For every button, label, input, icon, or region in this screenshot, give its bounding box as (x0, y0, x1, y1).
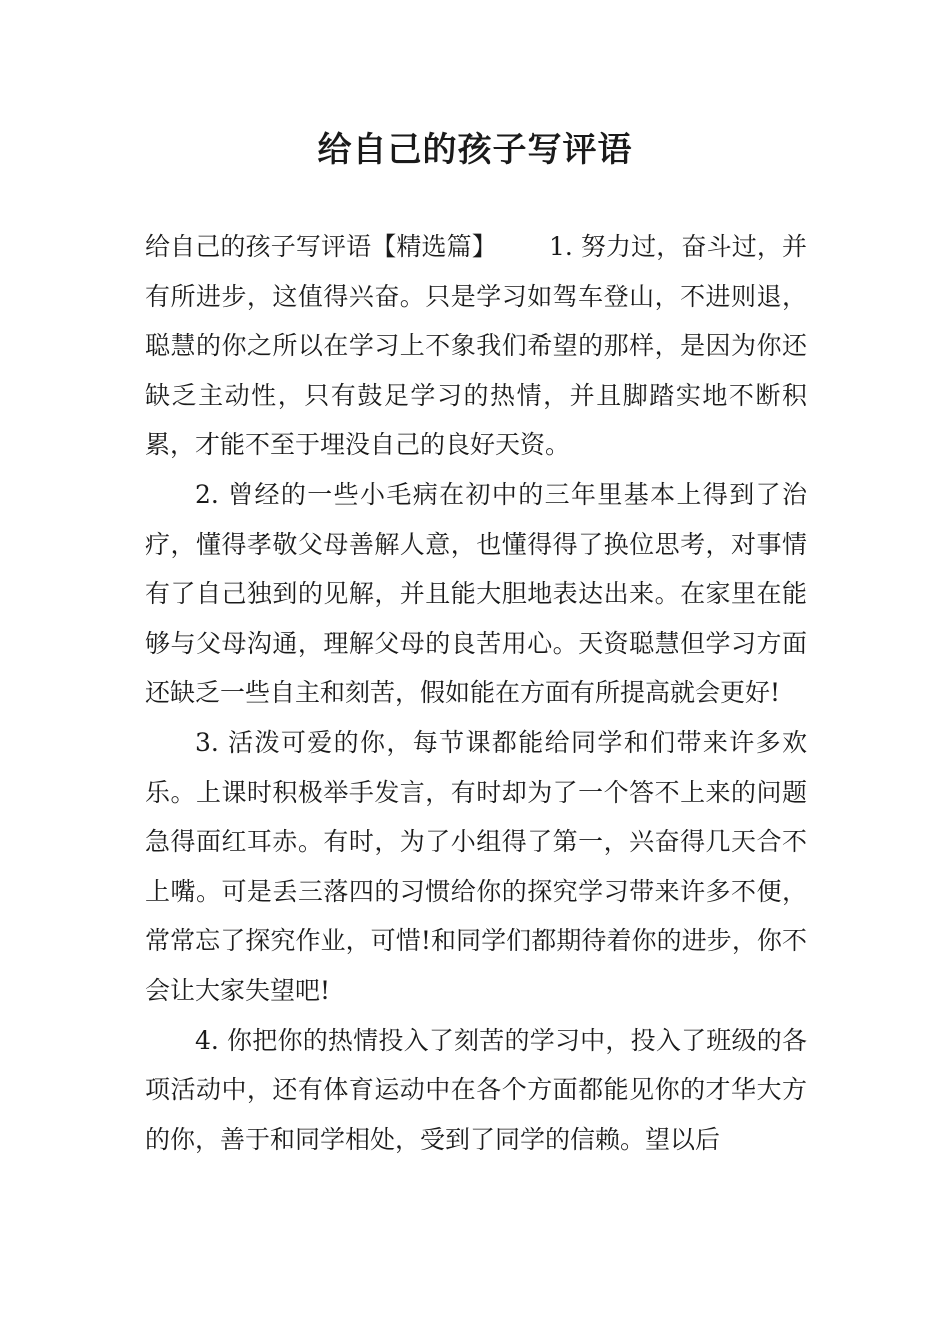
document-title: 给自己的孩子写评语 (317, 130, 633, 170)
paragraph-4: 4. 你把你的热情投入了刻苦的学习中，投入了班级的各项活动中，还有体育运动中在各个方面都能见你的才华大方的你，善于和同学相处，受到了同学的信赖。望以后 (145, 1025, 807, 1154)
paragraph-3: 3. 活泼可爱的你，每节课都能给同学和们带来许多欢乐。上课时积极举手发言，有时却为了一个答不上来的问题急得面红耳赤。有时，为了小组得了第一，兴奋得几天合不上嘴。可是丢三落四的习惯给你的探究学习带来许多不便，常常忘了探究作业，可惜!和同学们都期待着你的进步，你不会让大家失望吧! (145, 727, 807, 1005)
document-body (145, 222, 807, 1164)
paragraph-2: 2. 曾经的一些小毛病在初中的三年里基本上得到了治疗，懂得孝敬父母善解人意，也懂得得了换位思考，对事情有了自己独到的见解，并且能大胆地表达出来。在家里在能够与父母沟通，理解父母的良苦用心。天资聪慧但学习方面还缺乏一些自主和刻苦，假如能在方面有所提高就会更好! (145, 479, 807, 708)
paragraph-1 (145, 222, 807, 470)
paragraph-1-text: 1. 努力过，奋斗过，并有所进步，这值得兴奋。只是学习如驾车登山，不进则退，聪慧的你之所以在学习上不象我们希望的那样，是因为你还缺乏主动性，只有鼓足学习的热情，并且脚踏实地不断积累，才能不至于埋没自己的良好天资。 (145, 232, 807, 460)
intro-label: 给自己的孩子写评语【精选篇】 (145, 232, 497, 261)
